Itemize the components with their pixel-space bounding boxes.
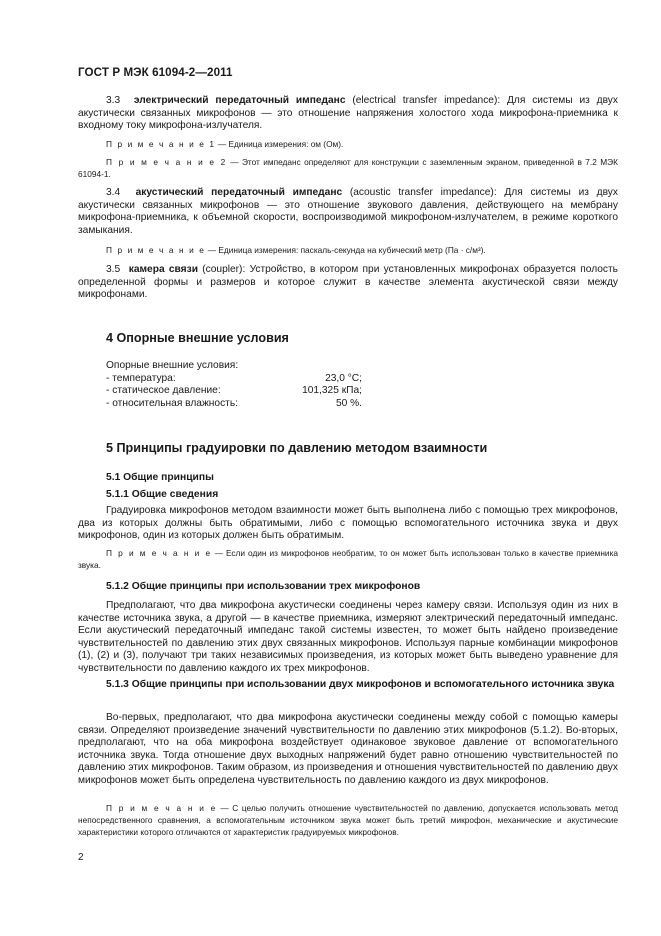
note-text: — Единица измерения: паскаль-секунда на кубический метр (Па · с/м³). <box>205 245 486 255</box>
subsection-5-1-3-heading <box>78 679 618 692</box>
condition-value: 50 %. <box>335 397 362 409</box>
subsection-title: 5.1.3 Общие принципы при использовании двух микрофонов и вспомогательного источника звука <box>106 679 615 690</box>
condition-row <box>78 385 618 398</box>
condition-label: - относительная влажность: <box>106 397 238 409</box>
clause-3-3-note-2 <box>78 156 618 180</box>
clause-3-3-note-1 <box>78 138 618 150</box>
subsection-5-1-2-heading <box>78 581 618 594</box>
note-label: П р и м е ч а н и е <box>106 803 217 813</box>
paragraph-5-1-1 <box>78 505 618 543</box>
note-label: П р и м е ч а н и е <box>106 548 212 558</box>
condition-row <box>78 373 618 386</box>
clause-number: 3.3 <box>106 95 121 106</box>
condition-label: - статическое давление: <box>106 385 221 396</box>
note-text: — Единица измерения: ом (Ом). <box>215 139 344 149</box>
definition: (electrical transfer impedance): Для системы из двух акустически связанных микрофонов — это отношение напряжения холостого хода микрофона-приемника к входному току микрофона-излучателя. <box>78 95 618 131</box>
definition: (acoustic transfer impedance): Для системы из двух акустически связанных микрофонов — это отношение звукового давления, действующего на мембрану микрофона-приемника, к объемной скорости, воспроизводимой микрофоном-излучателем, в режиме короткого замыкания. <box>78 187 618 236</box>
section-title: 4 Опорные внешние условия <box>106 331 289 345</box>
clause-3-3-text <box>78 95 618 133</box>
paragraph-5-1-3 <box>78 712 618 787</box>
note-label: П р и м е ч а н и е 2 <box>106 157 227 167</box>
definition: (coupler): Устройство, в котором при установленных микрофонах образуется полость определенной формы и размеров и которое служит в качестве элемента акустической связи между микрофонами. <box>78 264 618 300</box>
page-number: 2 <box>78 852 84 863</box>
paragraph-text: Предполагают, что два микрофона акустически соединены через камеру связи. Используя один из них в качестве источника звука, а другой — в качестве приемника, измеряют электрический передаточный импеданс. Если акустический передаточный импеданс такой системы известен, то может быть найдено произведение чувствительностей по давлению этих двух связанных микрофонов. Используя парные комбинации микрофонов (1), (2) и (3), получают три таких независимых произведения, из которых может быть выведено уравнение для чувствительности по давлению каждого их трех микрофонов. <box>78 600 618 674</box>
term: акустический передаточный импеданс <box>135 187 343 198</box>
reference-conditions <box>78 360 618 410</box>
note-text: — Если один из микрофонов необратим, то он может быть использован только в качестве приемника звука. <box>78 548 618 570</box>
subsection-5-1-1-heading <box>78 489 618 502</box>
clause-number: 3.5 <box>106 264 121 275</box>
section-5-heading <box>78 441 618 455</box>
conditions-intro: Опорные внешние условия: <box>106 360 239 371</box>
condition-label: - температура: <box>106 372 176 384</box>
note-5-1-3 <box>78 802 618 838</box>
note-label: П р и м е ч а н и е 1 <box>106 139 216 149</box>
clause-number: 3.4 <box>106 187 121 198</box>
clause-3-3 <box>78 95 618 133</box>
subsection-title: 5.1.1 Общие сведения <box>106 489 219 500</box>
clause-3-4 <box>78 187 618 237</box>
term: электрический передаточный импеданс <box>133 95 346 106</box>
note-text: — С целью получить отношение чувствительностей по давлению, допускается использовать метод непосредственного сравнения, а вспомогательным источником звука может быть третий микрофон, механические и акустические характеристики которого отличаются от характеристик градуируемых микрофонов. <box>78 803 618 837</box>
section-title: 5 Принципы градуировки по давлению методом взаимности <box>106 441 488 455</box>
paragraph-5-1-2 <box>78 600 618 675</box>
section-4-heading <box>78 331 618 345</box>
clause-3-5 <box>78 264 618 302</box>
condition-row <box>78 398 618 411</box>
note-5-1-1 <box>78 547 618 571</box>
note-text: — Этот импеданс определяют для конструкции с заземленным экраном, приведенной в 7.2 МЭК 61094-1. <box>78 157 618 179</box>
condition-value: 101,325 кПа; <box>302 385 362 396</box>
condition-value: 23,0 °С; <box>325 372 362 384</box>
subsection-title: 5.1.2 Общие принципы при использовании трех микрофонов <box>106 581 421 592</box>
note-label: П р и м е ч а н и е <box>106 245 206 255</box>
paragraph-text: Градуировка микрофонов методом взаимности может быть выполнена либо с помощью трех микрофонов, два из которых должны быть обратимыми, либо с помощью вспомогательного источника звука и двух микрофонов, один из которых должен быть обратимым. <box>78 505 618 541</box>
subsection-5-1-heading <box>78 472 618 485</box>
subsection-title: 5.1 Общие принципы <box>106 472 214 483</box>
term: камера связи <box>128 264 198 275</box>
clause-3-4-note <box>78 244 618 256</box>
document-header: ГОСТ Р МЭК 61094-2—2011 <box>78 66 233 79</box>
paragraph-text: Во-первых, предполагают, что два микрофона акустически соединены между собой с помощью камеры связи. Определяют произведение значений чувствительности по давлению этих микрофонов (5.1.2). Во-вторых, предполагают, что на оба микрофона воздействует одинаковое звуковое давление от вспомогательного источника звука. Тогда отношение двух выходных напряжений будет равно отношению чувствительностей по давлению этих микрофонов. Таким образом, из произведения и отношения чувствительностей по давлению двух микрофонов может быть определена чувствительность по давлению каждого из двух микрофонов. <box>78 712 618 786</box>
